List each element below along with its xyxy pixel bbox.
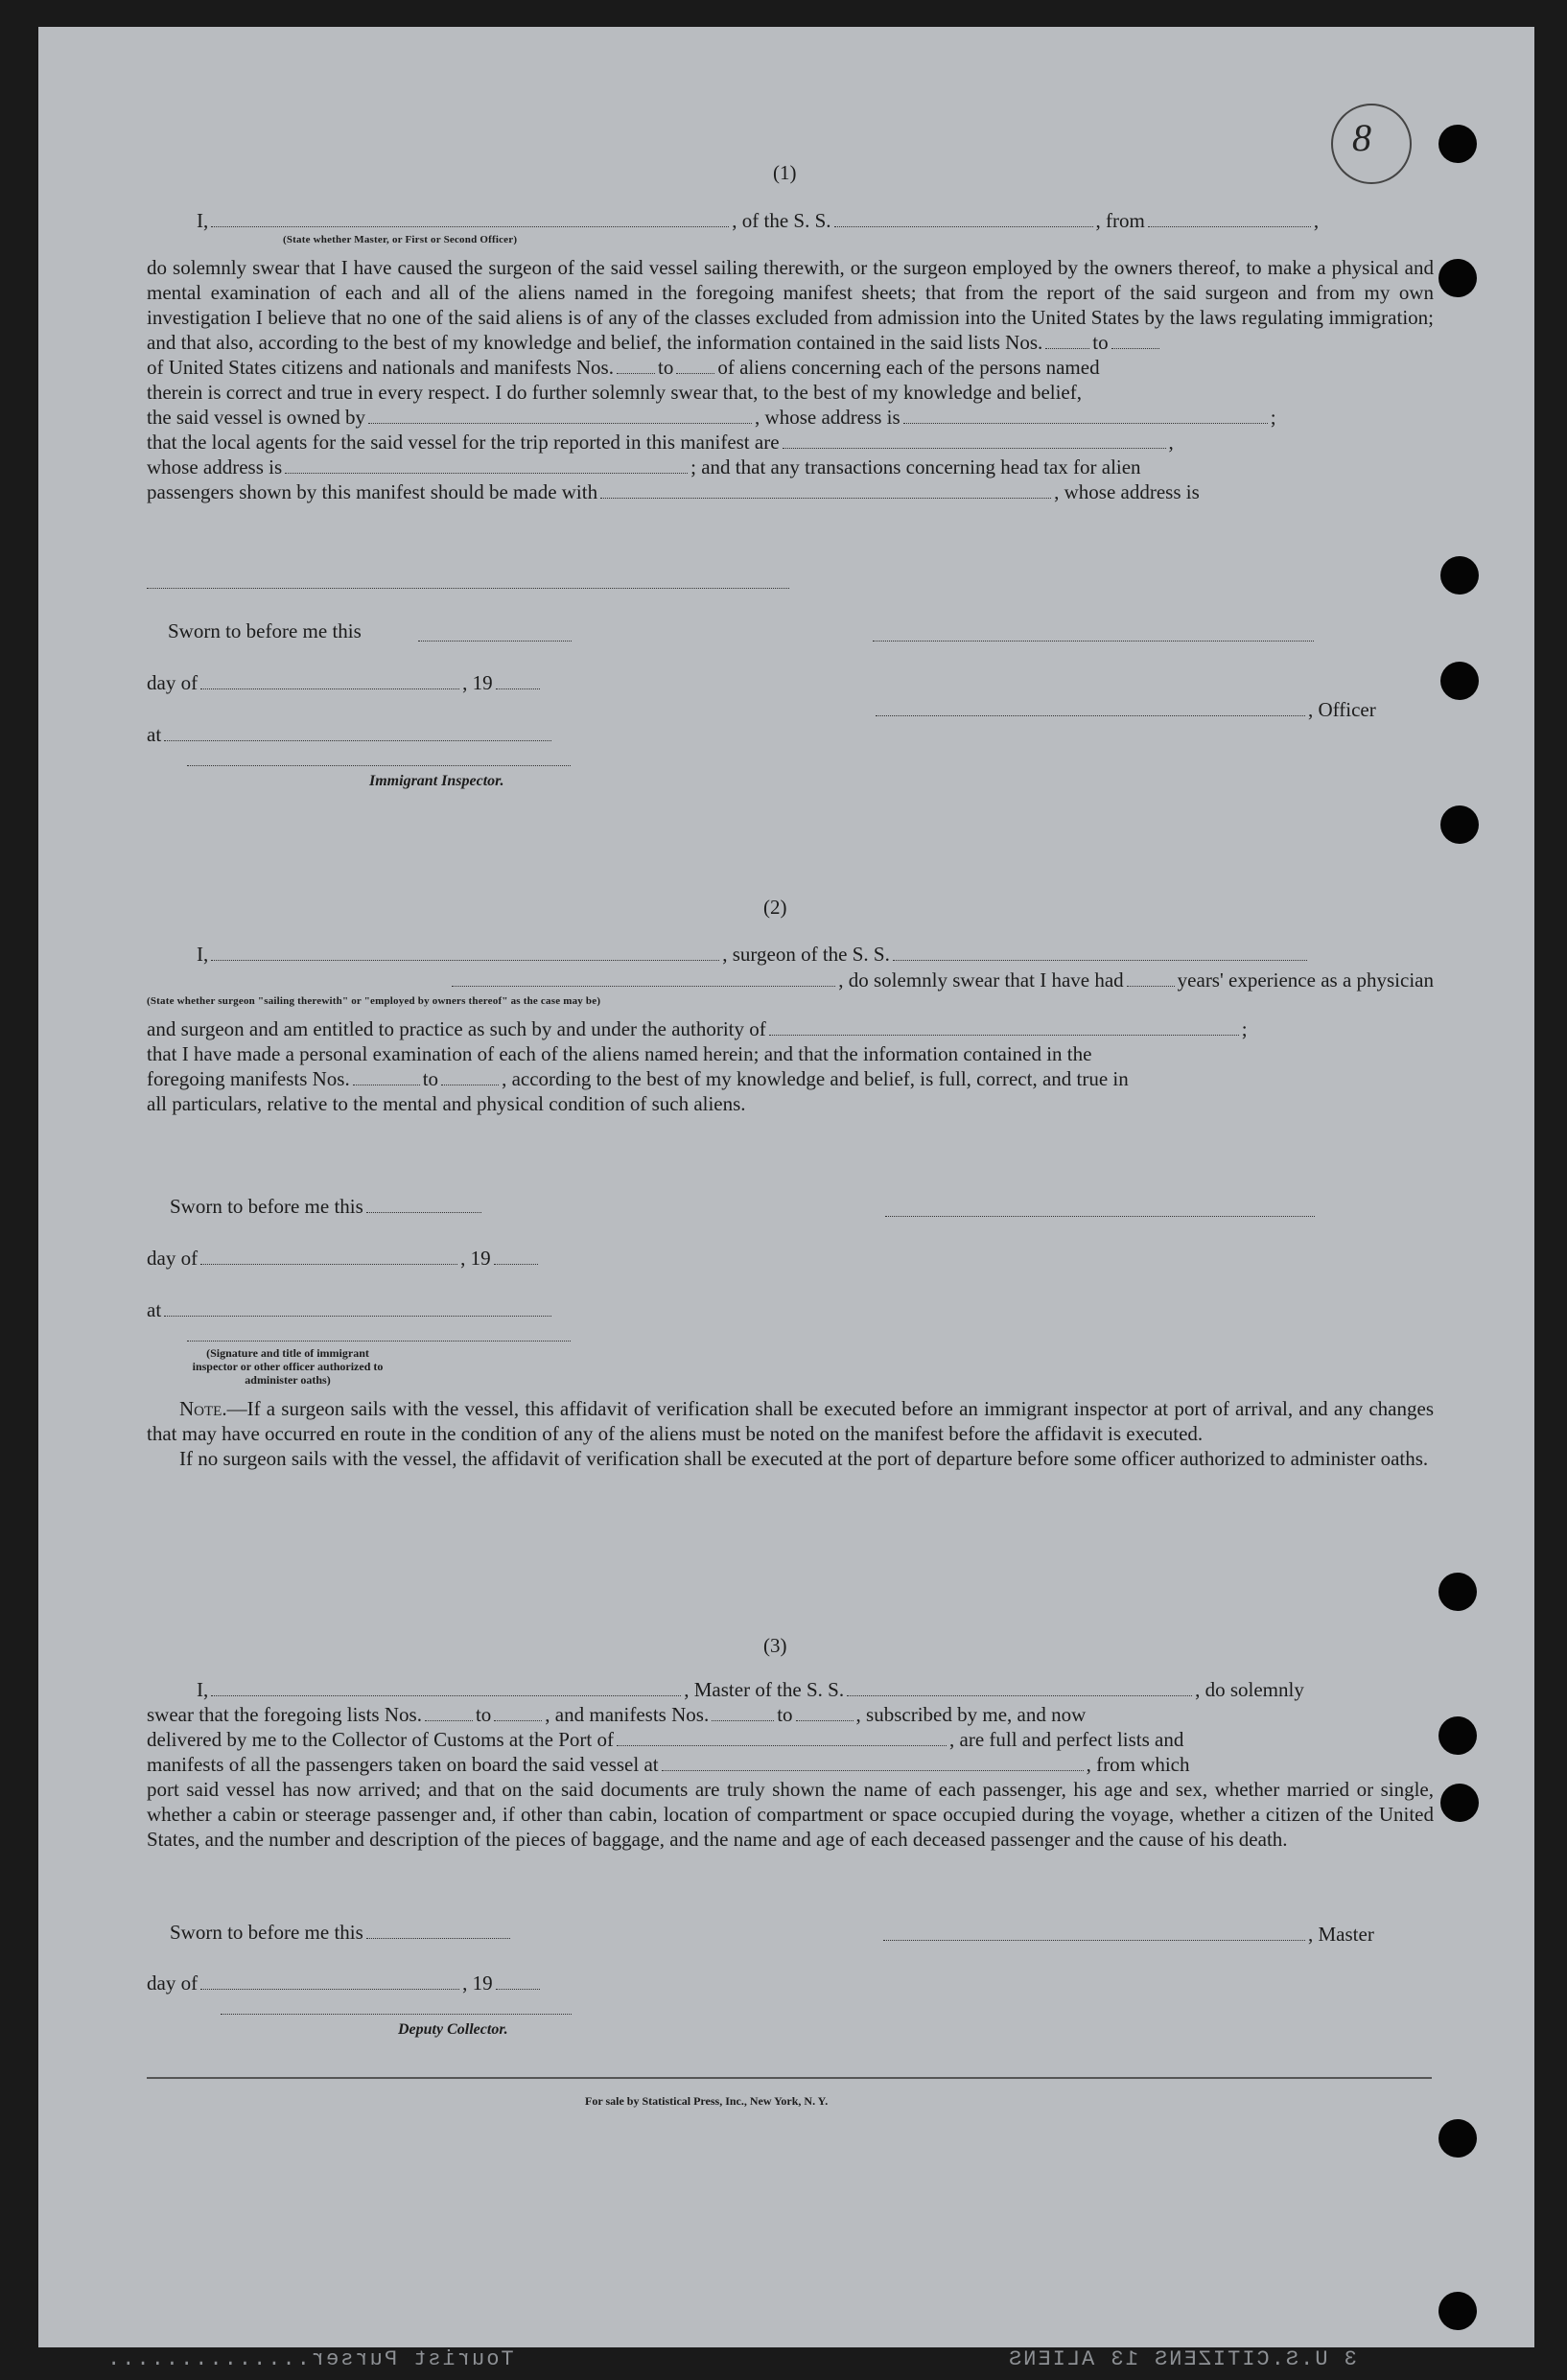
- form-page: [38, 27, 1534, 2371]
- signature-note: (Signature and title of immigrant inspector or other officer authorized to administer oaths): [192, 1346, 384, 1387]
- section-2-number: (2): [763, 896, 787, 919]
- bleed-through-right: 3 U.S.CITIZENS 13 ALIENS: [1007, 2347, 1357, 2371]
- binder-hole: [1438, 1573, 1477, 1611]
- footer-rule: [147, 2077, 1432, 2079]
- s1-day-of-label: day of , 19: [147, 671, 543, 694]
- binder-hole: [1440, 556, 1479, 595]
- s2-day-of-label: day of , 19: [147, 1247, 541, 1270]
- s3-day-of-label: day of , 19: [147, 1972, 543, 1995]
- s1-i-label: I,: [197, 209, 209, 232]
- deputy-collector-label: Deputy Collector.: [398, 2021, 508, 2038]
- binder-hole: [1438, 2292, 1477, 2330]
- officer-note: (State whether Master, or First or Second Officer): [283, 234, 518, 245]
- section-2-line-1: I, , surgeon of the S. S.: [197, 943, 1434, 966]
- bleed-through-left: Tourist Purser..............: [105, 2347, 514, 2371]
- s1-from-label: , from: [1095, 209, 1145, 232]
- section-2-paragraph: and surgeon and am entitled to practice as such by and under the authority of ; that I have made a personal examination of each of the aliens named herein; and that the information contained in the foregoing manifests Nos. to , according to the best of my knowledge and belief, is full, correct, and true in all particulars, relative to the mental and physical condition of such aliens.: [147, 1017, 1248, 1115]
- surgeon-note-paragraph: Note.—If a surgeon sails with the vessel, this affidavit of verification shall be executed before an immigrant inspector at port of arrival, and any changes that may have occurred en route in the condition of any of the aliens must be noted on the manifest before the affidavit is executed. If no surgeon sails with the vessel, the affidavit of verification shall be executed at the port of departure before some officer authorized to administer oaths.: [147, 1397, 1434, 1470]
- binder-hole: [1438, 1716, 1477, 1755]
- binder-hole: [1440, 662, 1479, 700]
- section-1-number: (1): [773, 161, 797, 184]
- section-3-line-1: I, , Master of the S. S. , do solemnly: [197, 1678, 1304, 1701]
- section-2-line-2: , do solemnly swear that I have had years' experience as a physician: [147, 968, 1434, 992]
- binder-hole: [1440, 805, 1479, 844]
- section-1-paragraph: do solemnly swear that I have caused the surgeon of the said vessel sailing therewith, or the surgeon employed by the owners thereof, to make a physical and mental examination of each and all of the aliens named in the foregoing manifest sheets; that from the report of the said surgeon and from my own investigation I believe that no one of the said aliens is of any of the classes excluded from admission into the United States by the laws regulating immigration; and that also, according to the best of my knowledge and belief, the information contained in the said lists Nos. to of United States citizens and nationals and manifests Nos. to of aliens concerning each of the persons named therein is correct and true in every respect. I do further solemnly swear that, to the best of my knowledge and belief, the said vessel is owned by , whose address is ; that the local agents for the said vessel for the trip reported in this manifest are , whose address is ; and that any transactions concerning head tax for alien passengers shown by this manifest should be made with , whose address is: [147, 256, 1434, 503]
- s1-of-ss-label: , of the S. S.: [732, 209, 831, 232]
- s2-sworn-label: Sworn to before me this: [170, 1195, 484, 1218]
- immigrant-inspector-label: Immigrant Inspector.: [369, 773, 504, 789]
- binder-hole: [1438, 125, 1477, 163]
- surgeon-note: (State whether surgeon "sailing therewith" or "employed by owners thereof" as the case may be): [147, 995, 601, 1007]
- section-1-line-1: I, , of the S. S. , from ,: [197, 209, 1320, 232]
- s3-master-label: , Master: [880, 1923, 1374, 1946]
- s3-sworn-label: Sworn to before me this: [170, 1921, 513, 1944]
- s1-at-label: at: [147, 723, 554, 746]
- binder-hole: [1438, 2119, 1477, 2158]
- handwritten-circle: [1331, 104, 1412, 184]
- s2-at-label: at: [147, 1298, 554, 1321]
- binder-hole: [1438, 259, 1477, 297]
- s1-sworn-label: Sworn to before me this: [168, 619, 362, 642]
- section-3-number: (3): [763, 1634, 787, 1657]
- printer-footer: For sale by Statistical Press, Inc., New York, N. Y.: [585, 2094, 829, 2108]
- handwritten-page-number: 8: [1352, 116, 1371, 159]
- note-label: Note.: [179, 1397, 227, 1420]
- section-3-paragraph: swear that the foregoing lists Nos. to , and manifests Nos. to , subscribed by me, and now delivered by me to the Collector of Customs at the Port of , are full and perfect lists and manifests of all the passengers taken on board the said vessel at , from which port said vessel has now arrived; and that on the said documents are truly shown the name of each passenger, his age and sex, whether married or single, whether a cabin or steerage passenger and, if other than cabin, location of compartment or space occupied during the voyage, whether a citizen of the United States, and the number and description of the pieces of baggage, and the name and age of each deceased passenger and the cause of his death.: [147, 1703, 1434, 1851]
- s1-officer-label: , Officer: [873, 698, 1376, 721]
- binder-hole: [1440, 1784, 1479, 1822]
